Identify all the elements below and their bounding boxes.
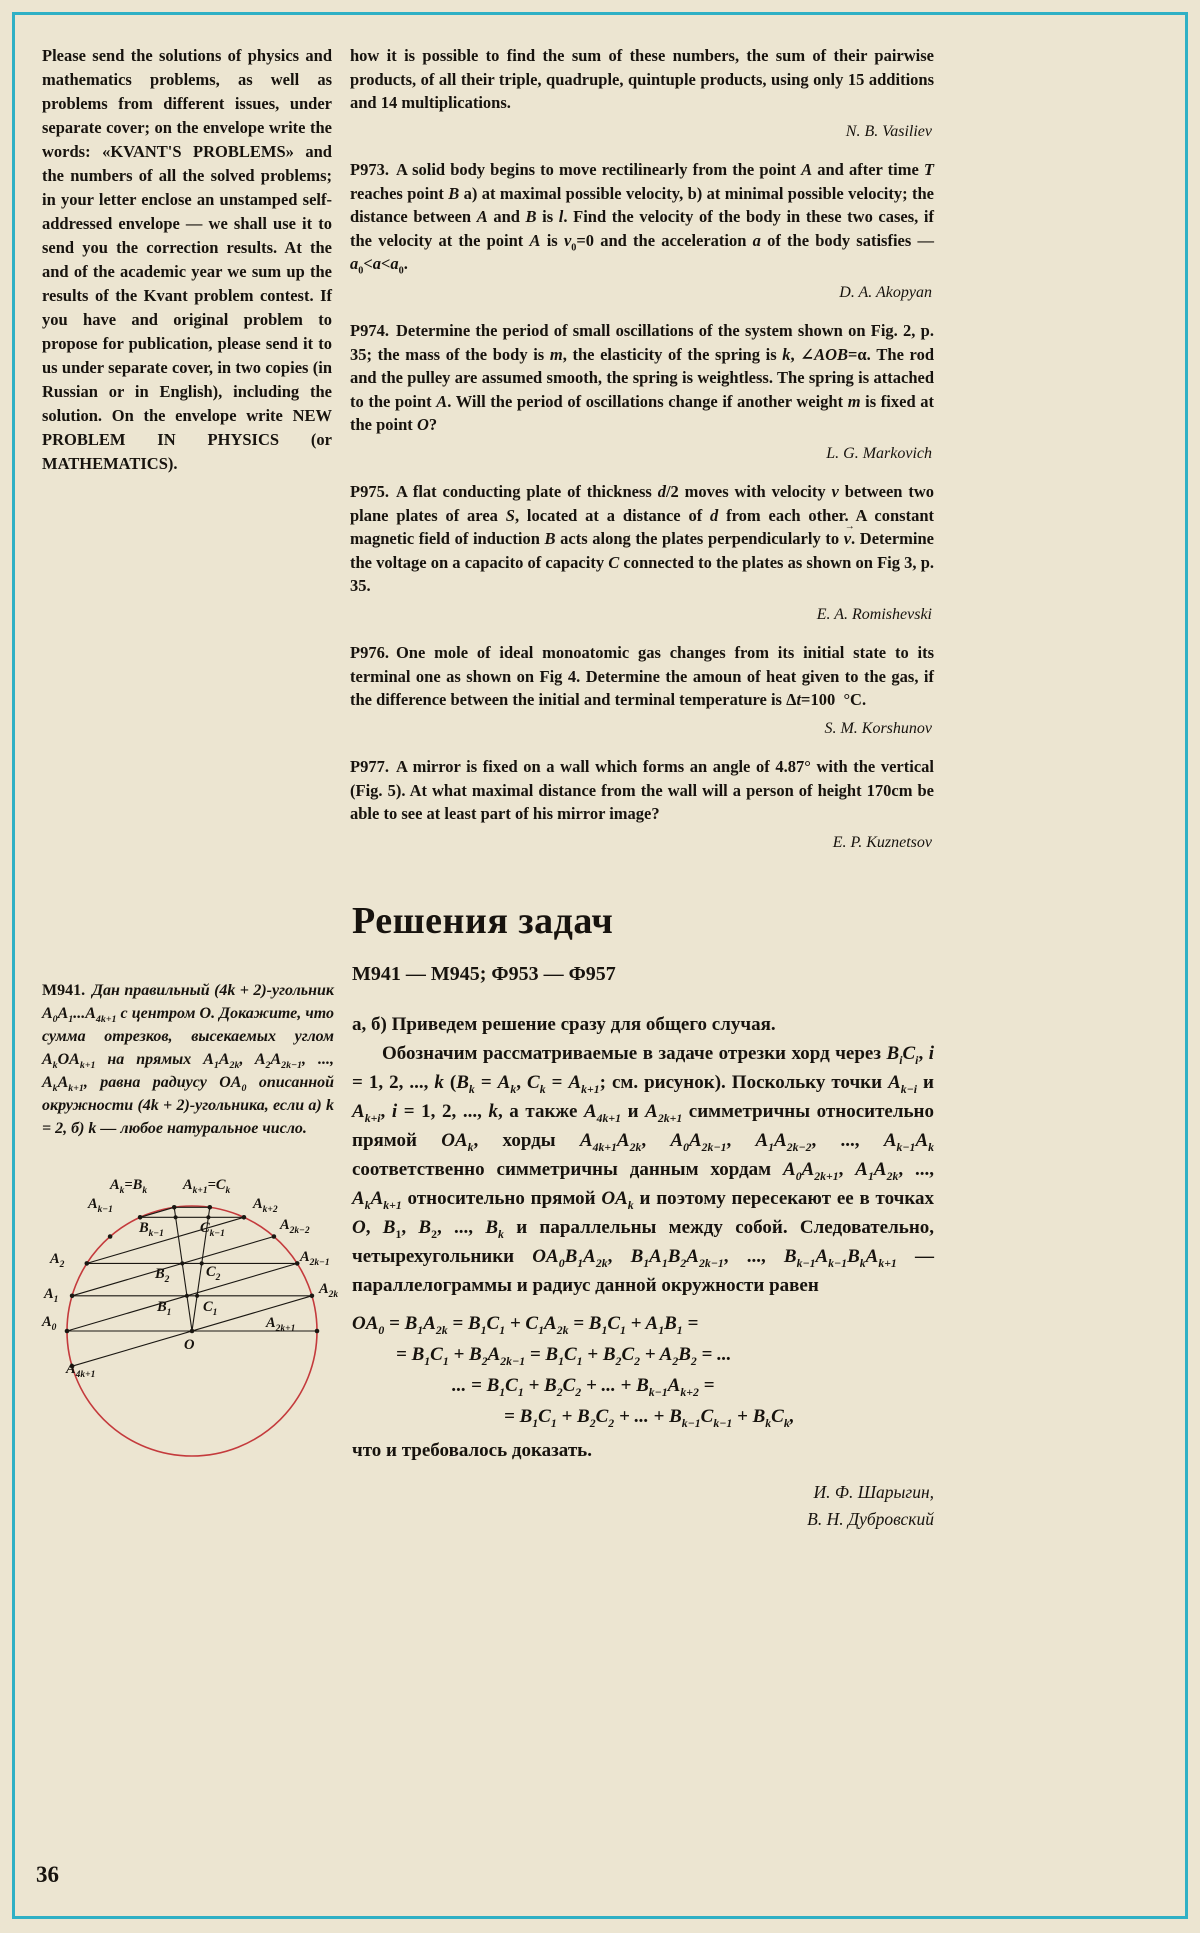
- fig-label-a1: $A_1$: [44, 1286, 59, 1305]
- formula-line-3: ... = $B_1C_1 + B_2C_2$ + ... + $B_{k-1}A_{k+2}$ =: [452, 1375, 715, 1399]
- solutions-section: [42, 877, 934, 1533]
- problem-id-p976: P976.: [350, 643, 389, 662]
- problem-text-p974: Determine the period of small oscillations of the system shown on Fig. 2, p. 35; the mass of the body is m, the elasticity of the spring is k, ∠AOB=α. The rod and the pulley are assumed smooth, the spring is weightless. The spring is attached to the point A. Will the period of oscillations change if another weight m is fixed at the point O?: [350, 321, 934, 434]
- formula-line-4: = $B_1C_1 + B_2C_2$ + ... + $B_{k-1}C_{k-1} + B_kC_k$,: [504, 1406, 795, 1430]
- problem-text-p976: One mole of ideal monoatomic gas changes from its initial state to its terminal one as shown on Fig 4. Determine the amoun of heat given to the gas, if the difference between the initial and terminal temperature is Δt=100 °C.: [350, 643, 934, 709]
- problem-author-p977: E. P. Kuznetsov: [832, 833, 932, 851]
- fig-label-a4k1: $A_{4k+1}$: [66, 1361, 96, 1380]
- fig-label-bk-1: $B_{k-1}$: [139, 1220, 164, 1239]
- fig-label-a2: $A_2$: [50, 1251, 65, 1270]
- page-number: 36: [36, 1862, 59, 1887]
- problem-text-p973: A solid body begins to move rectilinearly from the point A and after time T reaches point B a) at maximal possible velocity, b) at minimal possible velocity; the distance between A and B is l. Find the velocity of the body in these two cases, if the velocity at the point A is $v_0=0$ and the acceleration a of the body satisfies $—a_0<a<a_0$.: [350, 160, 934, 277]
- formula-line-2: = $B_1C_1 + B_2A_{2k-1} = B_1C_1 + B_2C_2 + A_2B_2$ = ...: [396, 1344, 732, 1368]
- problem-p975: [350, 480, 934, 598]
- solutions-subheading: М941 — М945; Ф953 — Ф957: [352, 963, 616, 985]
- problem-id-p977: P977.: [350, 757, 389, 776]
- fig-label-c2: $C_2$: [206, 1264, 221, 1283]
- problem-author-p976: S. M. Korshunov: [824, 719, 932, 737]
- problem-author-p975: E. A. Romishevski: [816, 605, 932, 623]
- problem-id-p973: P973.: [350, 160, 389, 179]
- problem-id-m941: М941.: [42, 982, 86, 999]
- fig-label-b1: $B_1$: [157, 1299, 172, 1318]
- solution-paragraph-1: а, б) Приведем решение сразу для общего случая.: [352, 1014, 776, 1035]
- solutions-right-column: [352, 877, 934, 1533]
- problems-column: [350, 44, 934, 869]
- solution-authors: [352, 1479, 934, 1533]
- fig-label-a2k-2: $A_{2k-2}$: [280, 1217, 310, 1236]
- solutions-heading: Решения задач: [352, 900, 614, 942]
- solutions-left-column: [42, 877, 339, 1468]
- problem-id-p975: P975.: [350, 482, 389, 501]
- solution-closing: что и требовалось доказать.: [352, 1440, 592, 1461]
- fig-label-ak-bk: $A_k=B_k$: [110, 1177, 148, 1196]
- problem-author-p973: D. A. Akopyan: [839, 283, 932, 301]
- problem-p976: [350, 641, 934, 712]
- fig-label-a2k1: $A_{2k+1}$: [266, 1315, 296, 1334]
- editorial-notice: Please send the solutions of physics and mathematics problems, as well as problems from different issues, under separate cover; on the envelope write the words: «KVANT'S PROBLEMS» and the numbers of all the solved problems; in your letter enclose an unstamped self-addressed envelope — we shall use it to send you the correction results. At the and of the academic year we sum up the results of the Kvant problem contest. If you have and original problem to propose for publication, please send it to us under separate cover, in two copies (in Russian or in English), including the solution. On the envelope write NEW PROBLEM IN PHYSICS (or MATHEMATICS).: [42, 46, 332, 473]
- problem-intro: how it is possible to find the sum of these numbers, the sum of their pairwise products, of all their triple, quadruple, quintuple products, using only 15 additions and 14 multiplications.: [350, 46, 934, 112]
- m941-solution-text: [352, 1010, 934, 1465]
- fig-label-a2k-1: $A_{2k-1}$: [300, 1249, 330, 1268]
- fig-label-ck-1: $C_{k-1}$: [200, 1220, 225, 1239]
- problem-text-p975: A flat conducting plate of thickness d/2 moves with velocity v between two plane plates of area S, located at a distance of d from each other. A constant magnetic field of induction B acts along the plates perpendicularly to v →. Determine the voltage on a capacito of capacity C connected to the plates as shown on Fig 3, p. 35.: [350, 482, 934, 595]
- problem-text-p977: A mirror is fixed on a wall which forms an angle of 4.87° with the vertical (Fig. 5). At what maximal distance from the wall will a person of height 170cm be able to see at least part of his mirror image?: [350, 757, 934, 823]
- fig-label-a2k: $A_{2k}$: [319, 1281, 339, 1300]
- problem-intro-author: N. B. Vasiliev: [845, 122, 932, 140]
- problem-p977: [350, 755, 934, 826]
- m941-figure: [42, 1166, 354, 1468]
- fig-label-ak-1: $A_{k-1}$: [88, 1196, 113, 1215]
- fig-label-b2: $B_2$: [155, 1266, 170, 1285]
- fig-label-a0: $A_0$: [42, 1314, 57, 1333]
- fig-label-o: O: [184, 1337, 195, 1353]
- fig-label-ak2: $A_{k+2}$: [253, 1196, 278, 1215]
- problem-m941-statement: [42, 979, 334, 1140]
- problem-p974: [350, 319, 934, 437]
- fig-label-c1: $C_1$: [203, 1299, 218, 1318]
- solution-author-1: И. Ф. Шарыгин,: [813, 1482, 934, 1502]
- problem-p973: [350, 158, 934, 276]
- problem-author-p974: L. G. Markovich: [826, 444, 932, 462]
- formula-block: [352, 1308, 934, 1432]
- page-content: [42, 44, 934, 1533]
- solution-author-2: В. Н. Дубровский: [807, 1509, 934, 1529]
- solution-paragraph-2: Обозначим рассматриваемые в задаче отрезки хорд через $B_iC_i$, i = 1, 2, ..., k ($B_k = A_k$, $C_k = A_{k+1}$; см. рисунок). Поскольку точки $A_{k-i}$ и $A_{k+i}$, i = 1, 2, ..., k, а также $A_{4k+1}$ и $A_{2k+1}$ симметричны относительно прямой $OA_k$, хорды $A_{4k+1}A_{2k}$, $A_0A_{2k-1}$, $A_1A_{2k-2}$, ..., $A_{k-1}A_k$ соответственно симметричны данным хордам $A_0A_{2k+1}$, $A_1A_{2k}$, ..., $A_kA_{k+1}$ относительно прямой $OA_k$ и поэтому пересекают ее в точках O, $B_1$, $B_2$, ..., $B_k$ и параллельны между собой. Следовательно, четырехугольники $OA_0B_1A_{2k}$, $B_1A_1B_2A_{2k-1}$, ..., $B_{k-1}A_{k-1}B_kA_{k+1}$ — параллелограммы и радиус данной окружности равен: [352, 1043, 935, 1296]
- formula-line-1: $OA_0 = B_1A_{2k} = B_1C_1 + C_1A_{2k} = B_1C_1 + A_1B_1$ =: [352, 1313, 699, 1337]
- top-section: [42, 44, 934, 869]
- problem-text-m941: Дан правильный (4k + 2)-угольник $A_0A_1...A_{4k+1}$ с центром O. Докажите, что сумма отрезков, высекаемых углом $A_kOA_{k+1}$ на прямых $A_1A_{2k}$, $A_2A_{2k-1}$, ..., $A_kA_{k+1}$, равна радиусу $OA_0$ описанной окружности (4k + 2)-угольника, если а) k = 2, б) k — любое натуральное число.: [42, 982, 334, 1137]
- problem-id-p974: P974.: [350, 321, 389, 340]
- fig-label-ak1-ck: $A_{k+1}=C_k$: [183, 1177, 231, 1196]
